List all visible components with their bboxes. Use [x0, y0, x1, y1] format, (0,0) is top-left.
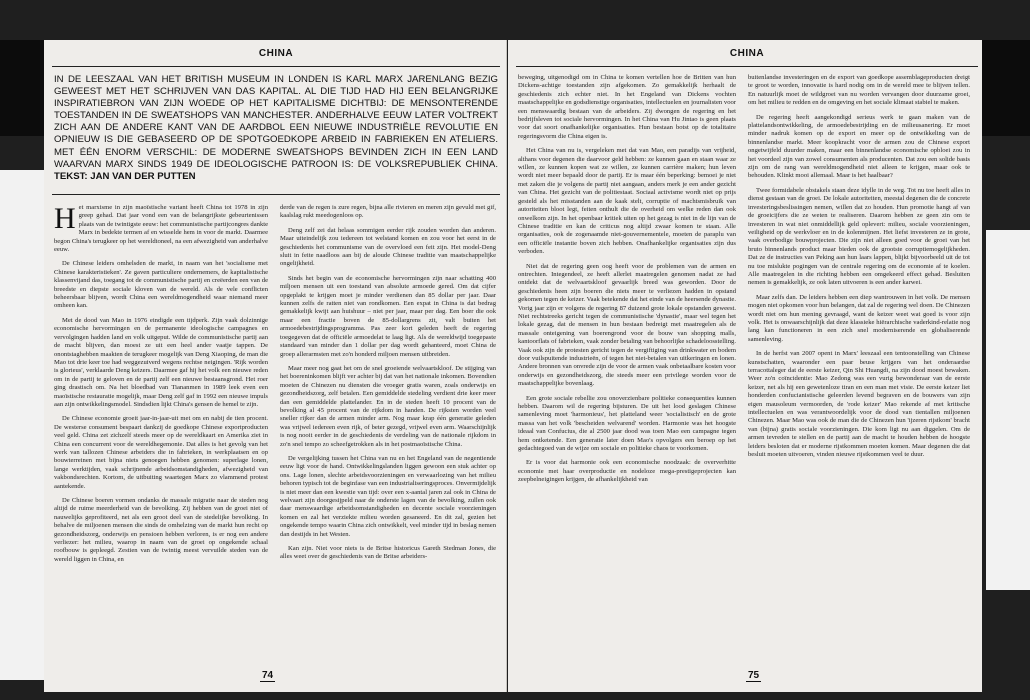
body-paragraph: Sinds het begin van de economische hervormingen zijn naar schatting 400 miljoen mensen uit een toestand van absolute armoede gered. Om dat cijfer opgeplakt te krijgen moet je minder verdienen dan 85 dollar per jaar. Daar kunnen zelfs de ratten niet van rondkomen. Een expat in China is dat bedrag gemakkelijk kwijt aan huishuur – niet per jaar, maar per dag. Een boer die ook maar een fractie boven de 85-dollargrens zit, valt buiten het armoedebestrijdingsprogramma. Pas zeer kort geleden heeft de regering toegegeven dat de officiële armoedelat te laag ligt. Als de wereldwijd toegepaste standaard van minder dan 1 dollar per dag wordt gehanteerd, moet China de groep allerarmsten met zo'n honderd miljoen mensen uitbreiden.: [280, 274, 496, 358]
right-column-2: [748, 74, 970, 658]
body-paragraph: In de herfst van 2007 opent in Marx' leeszaal een tentoonstelling van Chinese kunstschatten, waaronder een paar beuse krijgers van het onderaardse terracottaleger dat de eerste keizer, Qin Shi Huangdi, na zijn dood moest bewaken. Weer zo'n coïncidentie: Mao Zedong was een vurig bewonderaar van de eerste keizer, net als hij een gewetenloze tiran en een man met visie. De eerste keizer liet honderden confucianistische geleerden levend begraven en de bouwers van zijn eigen mausoleum vermoorden, de 'rode keizer' Mao rekende af met kritische intellectuelen en was verantwoordelijk voor de dood van tientallen miljoenen Chinezen. Maar Mao was ook de man die de Chinezen hun 'ijzeren rijstkom' bracht van (bijna) gratis sociale voorzieningen. Die kom ligt nu aan diggelen. Om de armen tevreden te stellen en de partij aan de macht te houden hebben de hoogste leiders besloten dat er moderne rijstkommen moeten komen. Maar degenen die dat besluit moeten uitvoeren, vinden nieuwe rijstkommen veel te duur.: [748, 350, 970, 459]
body-paragraph: Met de dood van Mao in 1976 eindigde een tijdperk. Zijn vaak dolzinnige economische hervormingen en de permanente ideologische campagnes en vervolgingen hadden land en volk uitgeput. Wilde de communistische partij aan de macht blijven, dan moest ze uit een heel ander vaatje tappen. De onontstaghebben maakten de terugkeer mogelijk van Deng Xiaoping, de man die Mao tot drie keer toe had weggezuiverd wegens rechtse neigingen. 'Rijk worden is glorieus', verklaarde Deng keizers. Daarmee gaf hij het volk een nieuwe reden om in de partij te geloven en de partij zelf een nieuwe bestaansgrond. Het roer ging drastisch om. Na het bloedbad van Tiananmen in 1989 leek even een maoïstische restauratie mogelijk, maar Deng zelf gaf in 1992 een nieuwe impuls aan zijn ontwikkelingsmodel. Sindsdien lijkt China's gensen de hemel te zijn.: [54, 316, 268, 408]
right-page: [508, 40, 982, 692]
body-paragraph: De vergelijking tussen het China van nu en het Engeland van de negentiende eeuw ligt voor de hand. Ontwikkelingslanden liggen gewoon een stuk achter op ons. Lage lonen, slechte arbeidsvoorzieningen en verwaarlozing van het milieu behoren typisch tot de beginfase van een industrialiseringsproces. Onvermijdelijk is niet meer dan een kwestie van tijd: over een x-aantal jaren zal ook in China de welvaart zijn doorgesijpeld naar de onderste lagen van de bevolking, zullen ook daar menswaardige arbeidsomstandigheden en decente sociale voorzieningen komen en zal het verziekte milieu worden gesaneerd. En dit zal, gezien het ongekende tempo waarin China zich ontwikkelt, veel minder tijd in beslag nemen dan destijds in het Westen.: [280, 454, 496, 538]
left-column-1: [54, 204, 268, 656]
body-paragraph: De Chinese economie groeit jaar-in-jaar-uit met om en nabij de tien procent. De westerse consument bespaart dankzij de goedkope Chinese exportproducten veel geld. China zet zichzelf steeds meer op de wereldkaart en Amerika ziet in China een concurrent voor de wereldhegemonie. Dat alles is het gevolg van het werk van tallozen Chinese arbeiders die in fabrieken, in werkplaatsen en op bouwterreinen met bijna niets genoegen hebben genomen: superlage lonen, lange werktijden, vaak schrijnende arbeidsomstandigheden, afwezigheid van vakbondsrechten. Kortom, de uitbuiting waartegen Marx zo vlammend protest aantekende.: [54, 415, 268, 490]
left-white-edge: [0, 170, 44, 680]
body-paragraph: De Chinese leiders omhelsden de markt, in naam van het 'socialisme met Chinese karakteristieken'. Ze gaven particuliere ondernemers, de kapitalistische klassenvijand das, toegang tot de communistische partij en creëerden een van de breedste en diepste sociale kloven van de wereld. Als de vele conflicten beheersbaar blijven, wordt China een wereldmogendheid waar niemand meer omheen kan.: [54, 260, 268, 310]
lead-text: IN DE LEESZAAL VAN HET BRITISH MUSEUM IN LONDEN IS KARL MARX JARENLANG BEZIG GEWEEST MET HET SCHRIJVEN VAN DAS KAPITAL. AL DIE TIJD HAD HIJ EEN BELANGRIJKE INSPIRATIEBRON VAN ZIJN WOEDE OP HET KAPITALISME DICHTBIJ: DE MENSONTERENDE TOESTANDEN IN DE SWEATSHOPS VAN MANCHESTER. ANDERHALVE EEUW LATER VOLTREKT ZICH AAN DE ANDERE KANT VAN DE AARDBOL EEN NIEUWE INDUSTRIËLE REVOLUTIE EN OPNIEUW IS DIE GEBASEERD OP DE SPOTGOEDKOPE ARBEID IN FABRIEKEN EN ATELIERS. MET ÉÉN ENORM VERSCHIL: DE MODERNE SWEATSHOPS BEVINDEN ZICH IN EEN LAND WAARVAN MARX SINDS 1949 DE IDEOLOGISCHE PATROON IS: DE VOLKSREPUBLIEK CHINA.: [54, 74, 498, 170]
body-paragraph: De Chinese boeren vormen ondanks de massale migratie naar de steden nog altijd de ruime meerderheid van de bevolking. Zij hebben van de groei niet of nauwelijks geprofiteerd, net als een groot deel van de stedelijke bevolking. In behalve de miljoenen mensen die sinds de omhelzing van de markt hun recht op gezondheidszorg, onderwijs en pensioen hebben verloren, is er nog een andere verliezer: het milieu, waarop in naam van de groei op ongekende schaal roofbouw is gepleegd. Zestien van de twintig meest vervuilde steden van de wereld liggen in China, en: [54, 497, 268, 563]
section-header-right: CHINA: [516, 48, 978, 67]
body-paragraph: Kan zijn. Niet voor niets is de Britse historicus Gareth Stedman Jones, die alles weet over de geschiedenis van de Britse arbeiders-: [280, 545, 496, 561]
body-paragraph: et marxisme in zijn maoïstische variant heeft China tot 1978 in zijn greep gehad. Dat jaar vond een van de belangrijkste gebeurtenissen plaats van de twintigste eeuw: het communistische partijcongres dankte Marx in bedekte termen af en wisselde hem in voor de markt. Daarmee begon China's terugkeer op het wereldtoneel, na een afwezigheid van anderhalve eeuw.: [54, 204, 268, 254]
lead-divider: [52, 194, 500, 195]
body-paragraph: Een grote sociale rebellie zou onoverzienbare politieke consequenties kunnen hebben. Daarom wil de regering bijsturen. De uit het lood geslagen Chinese samenleving moet 'harmonieus', het platteland weer 'socialistisch' en de grote massa van het volk 'bescheiden welvarend' worden. Harmonie was het hoogste ideaal van Confucius, die al 2500 jaar dood was toen Mao een campagne tegen hem ontketende. Een generatie later doen Mao's opvolgers een beroep op het gedachtegoed van de wijze om sociale en politieke chaos te voorkomen.: [518, 394, 736, 453]
body-paragraph: beweging, uitgenodigd om in China te komen vertellen hoe de Britten van hun Dickens-achtige toestanden zijn afgekomen. Zo gemakkelijk herhaalt de geschiedenis zich echter niet. In het Engeland van Dickens vochten maatschappelijke en godsdienstige organisaties, intellectuelen en journalisten voor een menswaardig bestaan van de arbeiders. Zij dwongen de regering en het bedrijfsleven tot sociale hervormingen. In het China van Hu Jintao is geen plaats voor dat soort onafhankelijke organisaties. Hun bestaan botst op de totalitaire regeringsvorm die China eigen is.: [518, 74, 736, 140]
body-paragraph: Het China van nu is, vergeleken met dat van Mao, een paradijs van vrijheid, althans voor degenen die daarvoor geld hebben: ze kunnen gaan en staan waar ze willen, ze kunnen kopen wat ze willen, ze kunnen carrière maken; hun leven wordt niet meer bepaald door de partij. Er is maar één beperking: bemoei je niet met zaken die je volgens de partij niet aangaan, anders merk je een ander gezicht van China. Het gezicht van de politiestaat. Sociaal activisme wordt niet op prijs gesteld als het misstanden aan de kaak stelt, corruptie of machtsmisbruik van autoriteiten bloot legt, feiten onthult die de overheid om welke reden dan ook onwelkom zijn. In het openbaar kritiek uiten op het gezag is niet in de lijn van de Chinese traditie en kan de criticus nog altijd zwaar komen te staan. Alle organisaties, ook de zogenaamde niet-gouvernementele, moeten de paraplu van een officiële instantie boven zich hebben. Onafhankelijke organisaties zijn dus verboden.: [518, 147, 736, 256]
body-paragraph: Maar meer nog gaat het om de snel groeiende welvaartskloof. De stijging van het boereninkomen blijft ver achter bij dat van het nationale inkomen. Bovendien moeten de Chinezen nu diensten die vroeger gratis waren, zoals onderwijs en gezondheidszorg, zelf betalen. Een gemiddelde stedeling verdient drie keer meer dan een gemiddelde plattelander. En in de steden heeft 10 procent van de bevolking al 45 procent van de rijkdom in handen. De rijksten worden veel sneller rijker dan de armen minder arm. Nog maar krap één generatie geleden was vrijwel iedereen even rijk, of beter gezegd, vrijwel even arm. Waarschijnlijk is nog nooit eerder in de geschiedenis de verdeling van de nationale rijkdom in zo'n snel tempo zo scheefgetrokken als in het postmaoïstische China.: [280, 364, 496, 448]
body-paragraph: Maar zelfs dan. De leiders hebben een diep wantrouwen in het volk. De mensen mogen niet opkomen voor hun belangen, dat zal de regering wel doen. De Chinezen wordt niet om hun mening gevraagd, want de keizer weet wat goed is voor zijn volk. Het is onwaarschijnlijk dat deze klassieke hiërarchische vaderkind-relatie nog lang kan functioneren in een zich snel moderniserende en globaliserende samenleving.: [748, 293, 970, 343]
page-number-right: 75: [748, 670, 760, 681]
body-paragraph: Deng zelf zei dat helaas sommigen eerder rijk zouden worden dan anderen. Maar uiteindelijk zou iedereen tot welstand komen en zou voor het eerst in de geschiedenis het communisme van de overvloed een feit zijn. Het model-Deng sluit in feite naadloos aan bij de aloude Chinese traditie van maatschappelijke ongelijkheid.: [280, 226, 496, 268]
page-number-left: 74: [262, 670, 274, 681]
body-paragraph: De regering heeft aangekondigd serieus werk te gaan maken van de plattelandsontwikkeling, de armoedebestrijding en de milieusanering. Er moet minder nadruk komen op de export en meer op de ontwikkeling van de binnenlandse markt. Meer koopkracht voor de armen zou de Chinese export ongetwijfeld duurder maken, maar een binnenlandse economische opbloei zou in het voordeel zijn van zowel consumenten als producenten. Dat zou een solide basis zijn om de rang van wereldmogendheid niet alleen te krijgen, maar ook te behouden. Klinkt mooi allemaal. Maar is het haalbaar?: [748, 113, 970, 180]
body-paragraph: derde van de regen is zure regen, bijna alle rivieren en meren zijn gevuld met gif, kaalslag rukt meedogenloos op.: [280, 204, 496, 220]
article-lead: [54, 74, 498, 183]
section-header-left: CHINA: [52, 48, 500, 67]
body-paragraph: Niet dat de regering geen oog heeft voor de problemen van de armen en ontrechten. Integendeel, ze heeft allerlei maatregelen genomen nadat ze had ontdekt dat de welvaartskloof gevaarlijk breed was geworden. Door de geschiedenis heen zijn boeren die niets meer te verliezen hadden in opstand gekomen tegen de keizer. Vaak betekende dat het einde van de heersende dynastie. Vorig jaar zijn er volgens de regering 87 duizend grote lokale opstanden geweest. Niet rechtstreeks gericht tegen de communistische 'dynastie', maar wel tegen het lokale gezag, dat de mensen in hun bestaan bedreigt met maatregelen als de massale onteigening van boerengrond voor de bouw van shopping malls, kantoorflats of fabrieken, vaak zonder betaling van behoorlijke schadeloosstelling. Vaak ook zijn de protesten gericht tegen de vergiftiging van drinkwater en bodem door vuilspuitende industrieën, of tegen het niet-betalen van uitkeringen en lonen. Andere bronnen van onvrede zijn de voor de armen vaak onbetaalbare kosten voor onderwijs en gezondheidszorg, die steeds meer een privilege worden voor de maatschappelijke bovenlaag.: [518, 262, 736, 388]
body-paragraph: buitenlandse investeringen en de export van goedkope assemblageproducten dreigt te groot te worden, innovatie is hard nodig om in de wereld mee te blijven tellen. En natuurlijk moet de wildgroei van nu worden vervangen door duurzame groei, om het milieu te redden en de omgeving en het sociale klimaat stabiel te maken.: [748, 74, 970, 107]
right-white-edge: [986, 230, 1030, 590]
right-column-1: [518, 74, 736, 658]
body-paragraph: Twee formidabele obstakels staan deze idylle in de weg. Tot nu toe heeft alles in dienst gestaan van de groei. De lokale autoriteiten, meestal degenen die de concrete investeringsbeslissingen nemen, willen dat zo houden. Hun promotie hangt af van de groeicijfers die ze weten te realiseren. Daarom hebben ze geen zin om te investeren in wat niet onmiddellijk geld oplevert: milieu, sociale voorzieningen, veiligheid op de werkvloer en in de kolenmijnen. Het liefst investeren ze in grote, vaak overbodige bouwprojecten. Die zijn niet alleen goed voor de groei van het bruto binnenlands product maar bieden ook de grootste corruptiemogelijkheden. Dat ze de instructies van Peking aan hun laars lappen, blijkt bijvoorbeeld uit de tot nu toe mislukte pogingen van de centrale regering om de economie af te koelen. Alle maatregelen in die richting hebben een omgekeerd effect gehad. Besluiten nemen is gemakkelijk, ze ook laten uitvoeren is een ander karwei.: [748, 186, 970, 287]
author-credit: TEKST: JAN VAN DER PUTTEN: [54, 170, 196, 182]
drop-cap: H: [54, 204, 76, 235]
body-paragraph: Er is voor dat harmonie ook een economische noodzaak: de oververhitte economie met haar overproductie en nodeloze mega-prestigeprojecten kan zeepbelneigingen krijgen, de afhankelijkheid van: [518, 459, 736, 484]
left-black-edge: [0, 40, 50, 136]
right-black-edge: [982, 40, 1030, 136]
left-column-2: [280, 204, 496, 656]
left-page: [44, 40, 507, 692]
